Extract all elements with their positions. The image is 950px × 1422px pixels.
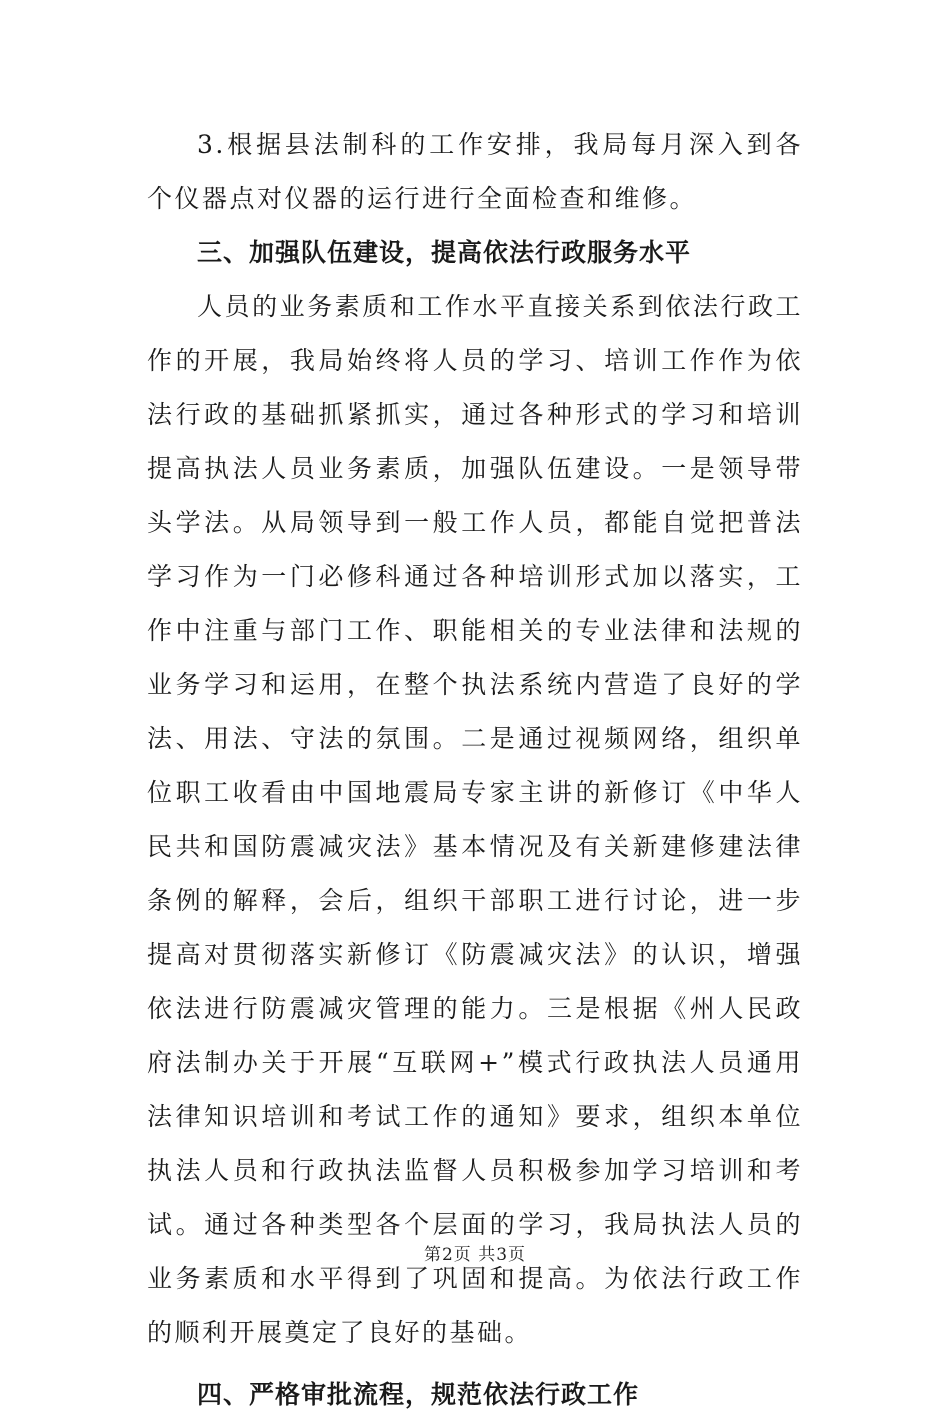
section-heading-team-building: 三、加强队伍建设，提高依法行政服务水平: [197, 238, 692, 267]
document-body: [147, 118, 803, 1422]
section-heading-approval-process: 四、严格审批流程，规范依法行政工作: [197, 1380, 640, 1409]
paragraph-item-3-inspection: 3.根据县法制科的工作安排，我局每月深入到各个仪器点对仪器的运行进行全面检查和维修。: [147, 130, 803, 213]
paragraph-personnel-training: 人员的业务素质和工作水平直接关系到依法行政工作的开展，我局始终将人员的学习、培训工作作为依法行政的基础抓紧抓实，通过各种形式的学习和培训提高执法人员业务素质，加强队伍建设。一是领导带头学法。从局领导到一般工作人员，都能自觉把普法学习作为一门必修科通过各种培训形式加以落实，工作中注重与部门工作、职能相关的专业法律和法规的业务学习和运用，在整个执法系统内营造了良好的学法、用法、守法的氛围。二是通过视频网络，组织单位职工收看由中国地震局专家主讲的新修订《中华人民共和国防震减灾法》基本情况及有关新建修建法律条例的解释，会后，组织干部职工进行讨论，进一步提高对贯彻落实新修订《防震减灾法》的认识，增强依法进行防震减灾管理的能力。三是根据《州人民政府法制办关于开展“互联网+”模式行政执法人员通用法律知识培训和考试工作的通知》要求，组织本单位执法人员和行政执法监督人员积极参加学习培训和考试。通过各种类型各个层面的学习，我局执法人员的业务素质和水平得到了巩固和提高。为依法行政工作的顺利开展奠定了良好的基础。: [147, 292, 803, 1347]
page-number-footer: 第2页 共3页: [423, 1245, 527, 1265]
